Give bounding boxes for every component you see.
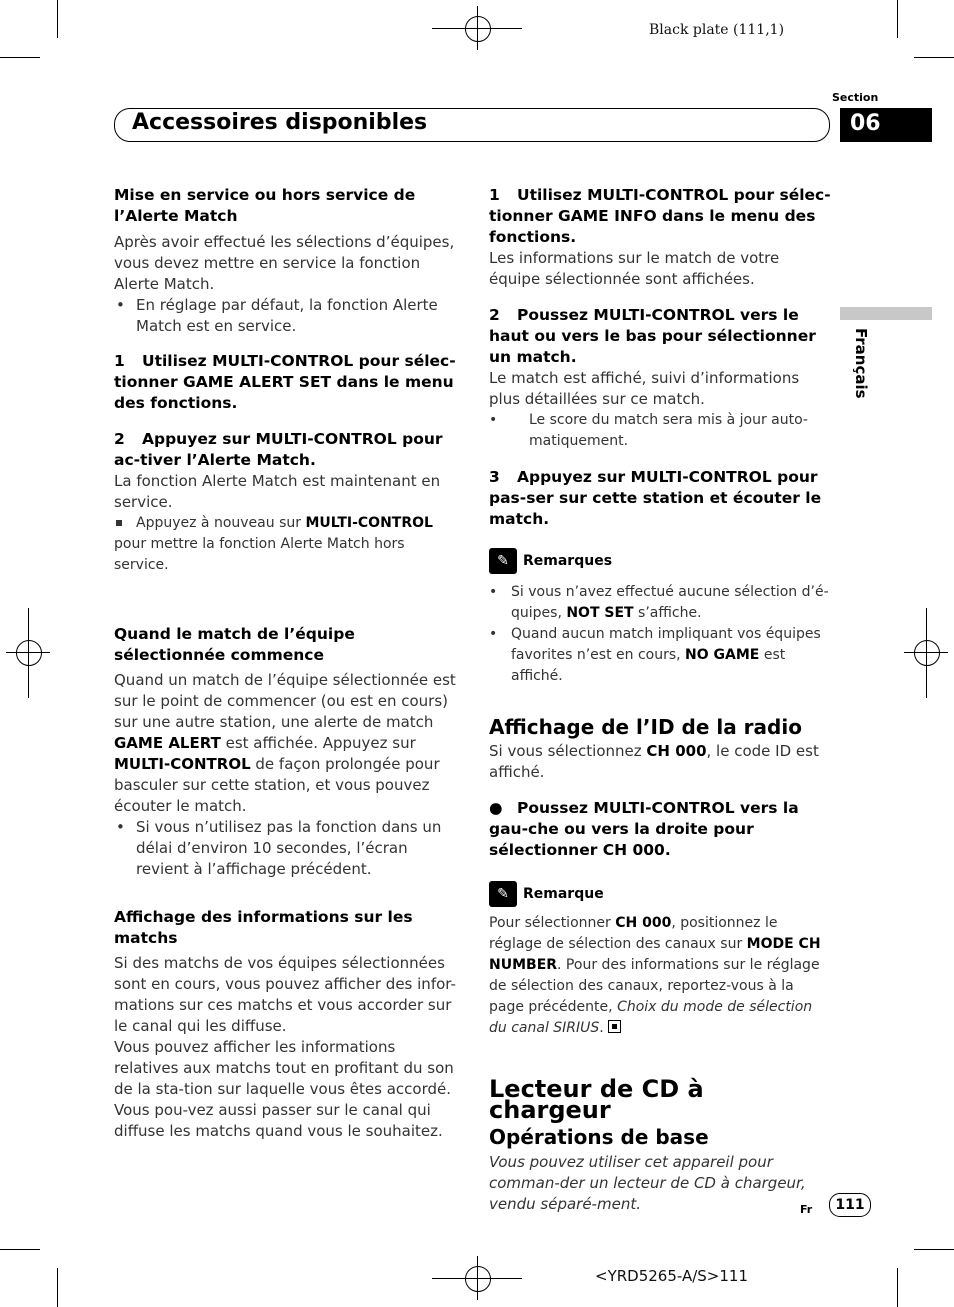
step-text: Poussez MULTI-CONTROL vers la gau-che ou vers la droite pour sélectionner CH 000. — [489, 799, 799, 859]
paragraph: Vous pouvez utiliser cet appareil pour comman-der un lecteur de CD à chargeur, vendu séparé-ment. — [489, 1153, 806, 1213]
text: Si vous n’avez effectué aucune sélection d’é-quipes, — [511, 584, 829, 621]
step-number: 1 — [489, 186, 500, 204]
language-code: Fr — [800, 1203, 813, 1216]
paragraph: Le match est affiché, suivi d’informations plus détaillées sur ce match. — [489, 369, 800, 408]
section-heading: Affichage de l’ID de la radio — [489, 715, 802, 739]
step-text: Appuyez sur MULTI-CONTROL pour pas-ser sur cette station et écouter le match. — [489, 468, 822, 528]
text: Quand aucun match impliquant vos équipes favorites n’est en cours, — [511, 626, 821, 663]
step-item — [489, 185, 831, 248]
text: est affiché. — [511, 647, 786, 684]
paragraph: Si des matchs de vos équipes sélectionnées sont en cours, vous pouvez afficher des infor-mations sur ces matchs et vous accorder sur le canal qui les diffuse. — [114, 954, 456, 1035]
text-bold: MODE CH NUMBER — [489, 936, 821, 973]
chapter-heading: Lecteur de CD à chargeur — [489, 1075, 704, 1124]
step-bullet: ● — [489, 799, 503, 817]
step-item — [114, 351, 459, 414]
step-item — [489, 467, 831, 530]
text-bold: NOT SET — [566, 605, 634, 621]
text: s’affiche. — [633, 605, 702, 621]
step-text: Utilisez MULTI-CONTROL pour sélec-tionner GAME INFO dans le menu des fonctions. — [489, 186, 831, 246]
step-number: 3 — [489, 468, 500, 486]
paragraph: pour mettre la fonction Alerte Match hors service. — [114, 536, 405, 573]
paragraph: Après avoir effectué les sélections d’équipes, vous devez mettre en service la fonction Alerte Match. — [114, 233, 455, 293]
text-bold: MULTI-CONTROL — [305, 515, 433, 531]
page-title: Accessoires disponibles — [132, 110, 428, 135]
paragraph — [114, 670, 459, 817]
step-text: Utilisez MULTI-CONTROL pour sélec-tionner GAME ALERT SET dans le menu des fonctions. — [114, 352, 456, 412]
section-heading: Affichage des informations sur les matchs — [114, 908, 413, 947]
paragraph — [489, 913, 831, 1039]
document-code: <YRD5265-A/S>111 — [595, 1267, 748, 1285]
text: . Pour des informations sur le réglage de sélection des canaux, reportez-vous à la page précédente, — [489, 957, 820, 1015]
text-bold: CH 000 — [615, 915, 672, 931]
paragraph: La fonction Alerte Match est maintenant en service. — [114, 472, 441, 511]
text-bold: CH 000 — [646, 742, 707, 760]
crop-mark — [57, 0, 58, 38]
paragraph: Les informations sur le match de votre équipe sélectionnée sont affichées. — [489, 249, 780, 288]
notes-title: Remarques — [523, 552, 613, 569]
text: . — [599, 1020, 604, 1036]
registration-mark — [914, 640, 940, 666]
plate-label: Black plate (111,1) — [649, 22, 785, 38]
bullet-item: • En réglage par défaut, la fonction Alerte Match est en service. — [114, 295, 459, 337]
paragraph: Vous pouvez afficher les informations relatives aux matchs tout en profitant du son de la sta-tion sur laquelle vous êtes accordé. Vous pou-vez aussi passer sur le canal qui diffuse les matchs quand vous le souhaitez. — [114, 1038, 454, 1140]
page-number: 111 — [829, 1193, 871, 1217]
note-header — [489, 881, 831, 907]
language-label-wrap — [850, 328, 872, 418]
text: , positionnez le réglage de sélection des canaux sur — [489, 915, 778, 952]
bullet-item: • Si vous n’utilisez pas la fonction dans un délai d’environ 10 secondes, l’écran revient à l’affichage précédent. — [114, 817, 459, 880]
registration-mark — [465, 16, 491, 42]
text-bold: MULTI-CONTROL — [114, 755, 251, 773]
step-number: 2 — [489, 306, 500, 324]
text-bold: NO GAME — [685, 647, 760, 663]
step-item — [489, 305, 831, 368]
section-heading: Opérations de base — [489, 1125, 709, 1149]
left-column — [114, 185, 459, 1142]
text-bold: GAME ALERT — [114, 734, 221, 752]
square-bullet-item — [114, 513, 459, 534]
step-item — [114, 429, 459, 471]
note-title: Remarque — [523, 885, 604, 902]
section-number: 06 — [850, 111, 881, 136]
right-column — [489, 185, 831, 1215]
text: Quand un match de l’équipe sélectionnée est sur le point de commencer (ou est en cours) sur une autre station, une alerte de match — [114, 671, 456, 731]
notes-header — [489, 548, 831, 574]
note-item — [489, 624, 831, 687]
crop-mark — [897, 0, 898, 38]
language-tab — [840, 307, 932, 320]
section-heading: Mise en service ou hors service de l’Alerte Match — [114, 186, 416, 225]
crop-mark — [57, 1268, 58, 1307]
crop-mark — [914, 57, 954, 58]
text: , le code ID est affiché. — [489, 742, 819, 781]
note-item — [489, 582, 831, 624]
language-label: Français — [852, 328, 870, 399]
crop-mark — [914, 1249, 954, 1250]
end-mark-icon — [608, 1020, 621, 1033]
step-text: Appuyez sur MULTI-CONTROL pour ac-tiver l’Alerte Match. — [114, 430, 443, 469]
pencil-icon: ✎ — [489, 881, 517, 907]
text: Appuyez à nouveau sur — [136, 515, 306, 531]
text-italic: Choix du mode de sélection du canal SIRIUS — [489, 999, 813, 1036]
bullet-item: • Le score du match sera mis à jour auto-matiquement. — [489, 410, 831, 452]
step-text: Poussez MULTI-CONTROL vers le haut ou vers le bas pour sélectionner un match. — [489, 306, 816, 366]
registration-mark — [16, 640, 42, 666]
section-heading: Quand le match de l’équipe sélectionnée commence — [114, 625, 355, 664]
section-number-box — [840, 108, 932, 142]
step-item — [489, 798, 831, 861]
step-number: 2 — [114, 430, 125, 448]
text: est affichée. Appuyez sur — [220, 734, 416, 752]
crop-mark — [897, 1268, 898, 1307]
crop-mark — [0, 1249, 40, 1250]
step-number: 1 — [114, 352, 125, 370]
text: Pour sélectionner — [489, 915, 616, 931]
text: de façon prolongée pour basculer sur cette station, et vous pouvez écouter le match. — [114, 755, 440, 815]
section-label: Section — [832, 91, 879, 104]
paragraph — [489, 741, 831, 783]
pencil-icon: ✎ — [489, 548, 517, 574]
text: Si vous sélectionnez — [489, 742, 647, 760]
registration-mark — [465, 1266, 491, 1292]
crop-mark — [0, 57, 40, 58]
